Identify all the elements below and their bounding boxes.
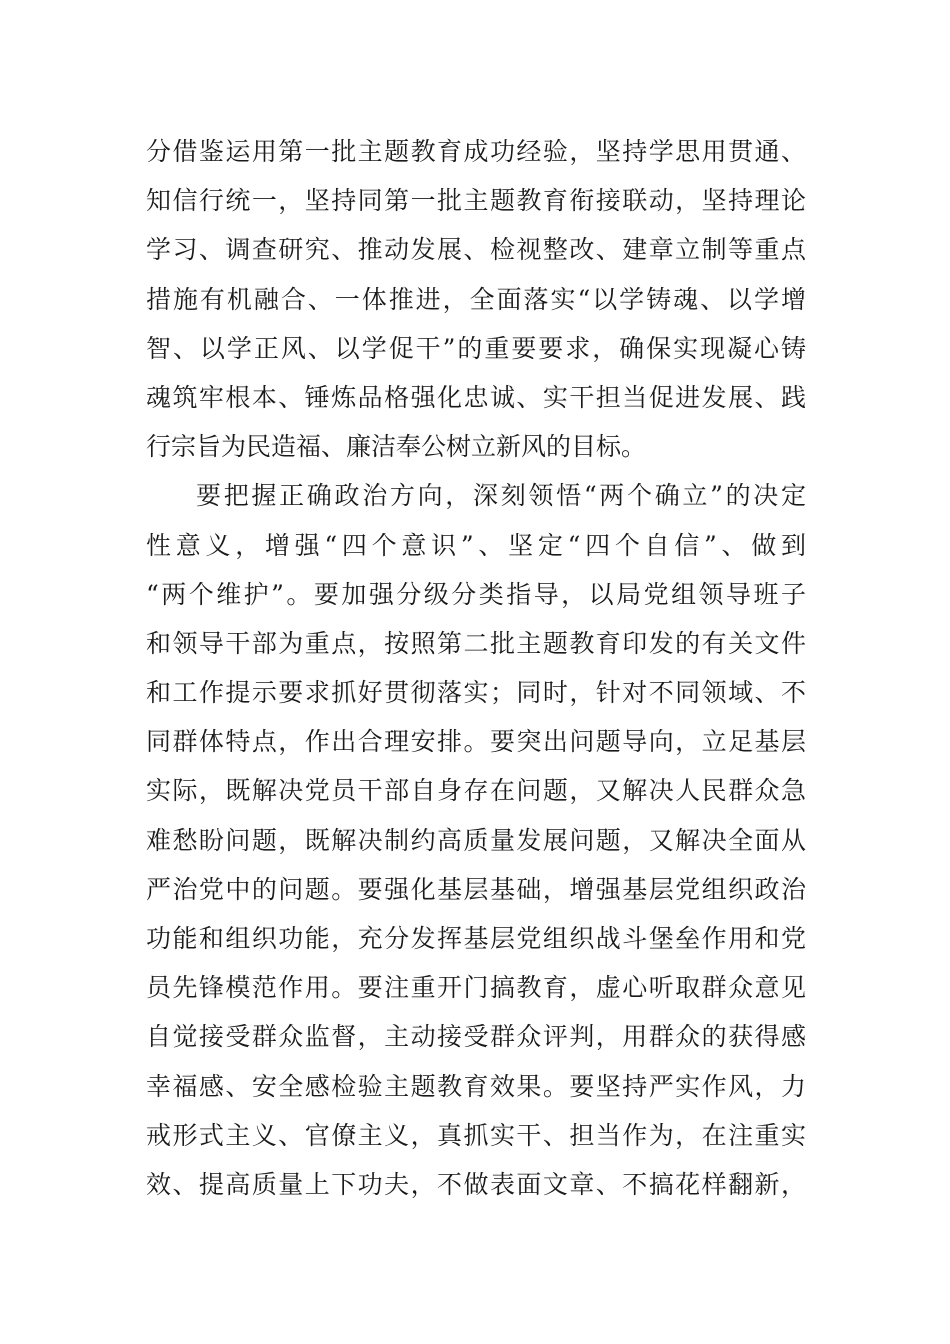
text-line: 实际，既解决党员干部自身存在问题，又解决人民群众急 bbox=[146, 776, 806, 806]
text-line: 自觉接受群众监督，主动接受群众评判，用群众的获得感 bbox=[146, 1022, 806, 1052]
text-line: 员先锋模范作用。要注重开门搞教育，虚心听取群众意见 bbox=[146, 973, 806, 1003]
text-line: 幸福感、安全感检验主题教育效果。要坚持严实作风，力 bbox=[146, 1071, 806, 1101]
text-line: 和领导干部为重点，按照第二批主题教育印发的有关文件 bbox=[146, 628, 806, 658]
text-line: 戒形式主义、官僚主义，真抓实干、担当作为，在注重实 bbox=[146, 1120, 806, 1150]
text-line: “两个维护”。要加强分级分类指导，以局党组领导班子 bbox=[146, 579, 806, 609]
text-line: 同群体特点，作出合理安排。要突出问题导向，立足基层 bbox=[146, 727, 806, 757]
text-line: 智、以学正风、以学促干”的重要要求，确保实现凝心铸 bbox=[146, 333, 806, 363]
text-line: 功能和组织功能，充分发挥基层党组织战斗堡垒作用和党 bbox=[146, 924, 806, 953]
text-line: 和工作提示要求抓好贯彻落实；同时，针对不同领域、不 bbox=[146, 678, 806, 708]
paragraph-first-line: 要把握正确政治方向，深刻领悟“两个确立”的决定 bbox=[196, 481, 806, 511]
text-line: 魂筑牢根本、锤炼品格强化忠诚、实干担当促进发展、践 bbox=[146, 382, 806, 412]
text-line: 效、提高质量上下功夫，不做表面文章、不搞花样翻新， bbox=[146, 1169, 806, 1199]
text-line: 分借鉴运用第一批主题教育成功经验，坚持学思用贯通、 bbox=[146, 137, 806, 166]
body-text bbox=[146, 127, 806, 1209]
text-line: 知信行统一，坚持同第一批主题教育衔接联动，坚持理论 bbox=[146, 186, 806, 216]
text-line: 性意义，增强“四个意识”、坚定“四个自信”、做到 bbox=[146, 530, 806, 560]
text-line: 学习、调查研究、推动发展、检视整改、建章立制等重点 bbox=[146, 235, 806, 265]
text-line: 难愁盼问题，既解决制约高质量发展问题，又解决全面从 bbox=[146, 825, 806, 855]
text-line: 严治党中的问题。要强化基层基础，增强基层党组织政治 bbox=[146, 874, 806, 904]
text-line: 措施有机融合、一体推进，全面落实“以学铸魂、以学增 bbox=[146, 284, 806, 314]
text-line: 行宗旨为民造福、廉洁奉公树立新风的目标。 bbox=[146, 432, 647, 462]
